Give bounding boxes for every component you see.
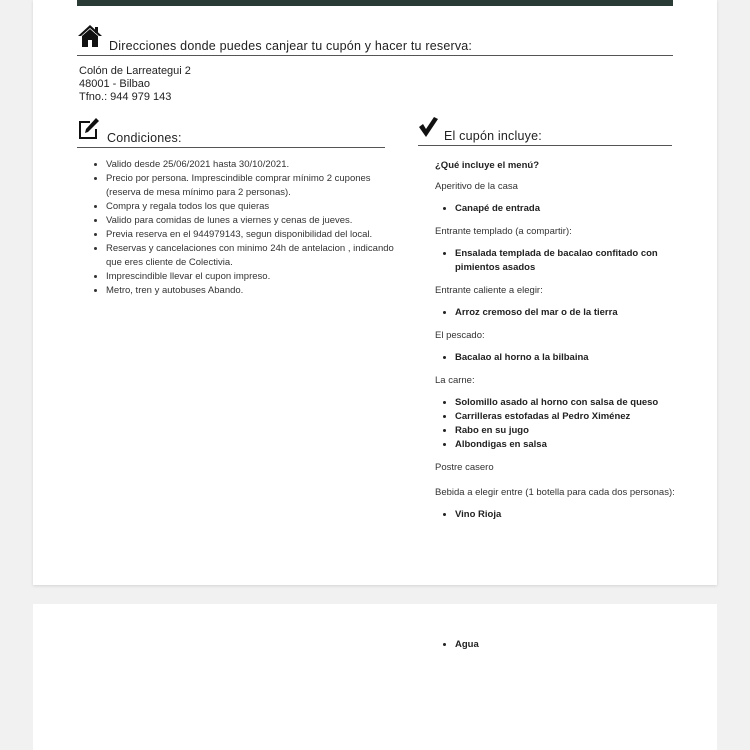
menu-item: • Ensalada templada de bacalao confitado con pimientos asados xyxy=(455,247,675,275)
menu-category: Entrante templado (a compartir): xyxy=(435,226,572,237)
address-block xyxy=(79,65,191,104)
checkmark-icon xyxy=(418,116,438,143)
condition-item: • Precio por persona. Imprescindible comprar mínimo 2 cupones (reserva de mesa mínimo para 2 personas). xyxy=(106,172,406,200)
menu-items xyxy=(435,508,675,522)
document-page-1 xyxy=(33,0,717,585)
condition-item: • Previa reserva en el 944979143, segun disponibilidad del local. xyxy=(106,228,406,242)
header-bar xyxy=(77,0,673,6)
conditions-title: Condiciones: xyxy=(107,131,182,145)
conditions-header xyxy=(77,116,385,148)
menu-category: La carne: xyxy=(435,375,475,386)
address-phone: Tfno.: 944 979 143 xyxy=(79,91,172,103)
menu-items xyxy=(435,396,675,452)
home-icon xyxy=(77,24,103,53)
menu-item: • Bacalao al horno a la bilbaina xyxy=(455,351,675,365)
condition-item: • Valido para comidas de lunes a viernes y cenas de jueves. xyxy=(106,214,406,228)
menu-category: Aperitivo de la casa xyxy=(435,181,518,192)
coupon-title: El cupón incluye: xyxy=(444,129,542,143)
menu-item: • Canapé de entrada xyxy=(455,202,675,216)
addresses-header xyxy=(77,24,673,56)
edit-icon xyxy=(77,116,101,145)
condition-item: • Metro, tren y autobuses Abando. xyxy=(106,284,406,298)
conditions-list xyxy=(85,158,406,298)
menu-item: • Agua xyxy=(455,638,479,652)
menu-items xyxy=(435,306,675,320)
menu-item: • Solomillo asado al horno con salsa de queso xyxy=(455,396,675,410)
menu-item: • Albondigas en salsa xyxy=(455,438,675,452)
address-street: Colón de Larreategui 2 xyxy=(79,65,191,77)
menu-item: • Rabo en su jugo xyxy=(455,424,675,438)
menu-items xyxy=(435,202,675,216)
menu-items-continued xyxy=(435,638,479,652)
menu-category: Postre casero xyxy=(435,462,494,473)
menu-category: Entrante caliente a elegir: xyxy=(435,285,543,296)
menu-item: • Arroz cremoso del mar o de la tierra xyxy=(455,306,675,320)
menu-item: • Carrilleras estofadas al Pedro Ximénez xyxy=(455,410,675,424)
menu-items xyxy=(435,351,675,365)
menu-content xyxy=(435,156,675,522)
menu-category: Bebida a elegir entre (1 botella para cada dos personas): xyxy=(435,487,675,498)
condition-item: • Compra y regala todos los que quieras xyxy=(106,200,406,214)
condition-item: • Imprescindible llevar el cupon impreso. xyxy=(106,270,406,284)
menu-question: ¿Qué incluye el menú? xyxy=(435,160,539,171)
coupon-header xyxy=(418,116,672,146)
menu-item: • Vino Rioja xyxy=(455,508,675,522)
document-page-2 xyxy=(33,604,717,750)
menu-items xyxy=(435,247,675,275)
condition-item: • Reservas y cancelaciones con minimo 24h de antelacion , indicando que eres cliente de Colectivia. xyxy=(106,242,406,270)
menu-category: El pescado: xyxy=(435,330,485,341)
address-city: 48001 - Bilbao xyxy=(79,78,150,90)
condition-item: • Valido desde 25/06/2021 hasta 30/10/2021. xyxy=(106,158,406,172)
addresses-title: Direcciones donde puedes canjear tu cupón y hacer tu reserva: xyxy=(109,39,473,53)
